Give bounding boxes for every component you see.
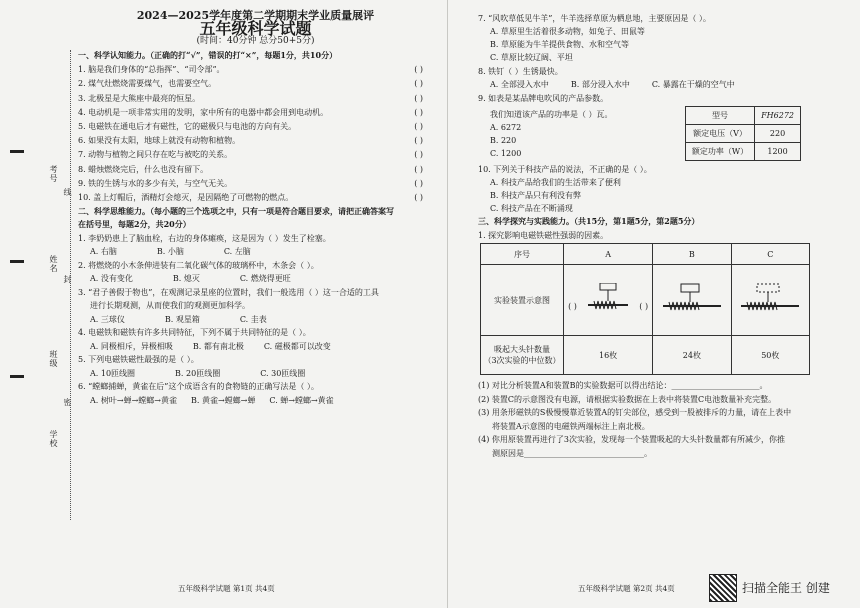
subquestion-3-cont: 将装置A示意图的电磁铁两端标注上南北极。 [492,421,650,431]
exam-title: 五年级科学试题 [199,19,312,38]
q9-left [478,106,613,161]
question-text: 8. 铁钉（ ）生锈最快。 [478,66,563,76]
label-kaohao: 考号 [49,165,58,183]
question-text: 6. “螳螂捕蝉，黄雀在后”这个成语含有的食物链的正确写法是（ ）。 [78,382,319,392]
option-a[interactable]: A. 草原里生活着很多动物，如兔子、田鼠等 [490,27,645,36]
option-c[interactable]: C. 1200 [490,149,522,158]
option-a[interactable]: A. 科技产品给我们的生活带来了便利 [490,178,621,187]
table-cell: 额定电压（V） [685,125,754,143]
section2-title-cont: 在括号里，每题2分，共20分） [78,219,191,230]
label-mi: 密 [63,398,72,407]
table-cell: 50枚 [731,336,809,375]
option-b[interactable]: B. 220 [490,136,517,145]
question-text: 10. 下列关于科技产品的说法，不正确的是（ ）。 [478,164,652,174]
table-cell: FH6272 [755,107,801,125]
electromagnet-icon [735,282,805,318]
question-text: 7. “风吹草低见牛羊”，牛羊选择草原为栖息地，主要原因是（ ）。 [478,13,711,23]
label-xingming: 姓名 [49,255,58,273]
option-c[interactable]: C. 草原比较辽阔、平坦 [490,53,573,62]
option-c[interactable]: C. 暴露在干燥的空气中 [651,80,735,89]
label-feng: 封 [63,275,72,284]
page-divider [447,0,448,608]
device-c-diagram [731,265,809,336]
page-footer-left: 五年级科学试题 第1页 共4页 [178,584,275,593]
experiment-table [480,243,810,375]
question-text: 4. 电磁铁和磁铁有许多共同特征，下列不属于共同特征的是（ ）。 [78,328,311,338]
answer-paren[interactable]: ( ) [414,150,423,160]
experiment-intro: 1. 探究影响电磁铁磁性强弱的因素。 [478,230,609,240]
options [90,314,433,325]
question-text: 1. 李奶奶患上了脑血栓，右边的身体瘫痪，这是因为（ ）发生了栓塞。 [78,233,331,243]
answer-paren[interactable]: ( ) [414,178,423,188]
table-header: 序号 [481,244,564,265]
question-text-cont: 进行长期观测，从而使我们的观测更加科学。 [90,301,250,311]
question-text: 2. 将燃烧的小木条伸进装有二氧化碳气体的玻璃杯中，木条会（ ）。 [78,260,319,270]
options [90,341,433,352]
section3-title: 三、科学探究与实践能力。（共15分，第1题5分，第2题5分） [478,216,700,226]
list-item: 5. 电磁铁在通电后才有磁性，它的磁极只与电池的方向有关。 ( ) [78,121,433,132]
scanner-watermark: 扫描全能王 创建 [742,581,830,595]
answer-paren[interactable]: ( ) [414,107,423,117]
question-text: 9. 如表是某品牌电吹风的产品参数。 [478,93,609,103]
answer-paren[interactable]: ( ) [414,164,423,174]
option-b[interactable]: B. 黄雀→螳螂→蝉 [190,395,256,405]
page-2 [478,10,823,461]
list-item: 4. 电动机是一项非常实用的发明，家中所有的电器中都会用到电动机。 ( ) [78,107,433,118]
table-cell: 实验装置示意图 [481,265,564,336]
option-b[interactable]: B. 小脑 [156,247,184,257]
options [90,246,433,257]
table-cell: 24枚 [653,336,731,375]
list-item: 10. 盖上灯帽后，酒精灯会熄灭，是因隔绝了可燃物的燃点。 ( ) [78,192,433,203]
q9-block [478,106,823,161]
option-a[interactable]: A. 全部浸入水中 [490,80,549,89]
device-b-diagram [653,265,731,336]
option-b[interactable]: B. 熄灭 [172,274,200,284]
option-b[interactable]: B. 部分浸入水中 [570,80,630,89]
registration-mark [10,375,24,378]
option-b[interactable]: B. 草原能为牛羊提供食物、水和空气等 [490,40,629,49]
table-cell: 1200 [755,143,801,161]
option-c[interactable]: C. 30匝线圈 [260,368,306,378]
option-b[interactable]: B. 都有南北极 [192,341,244,351]
table-cell: 16枚 [564,336,653,375]
option-c[interactable]: C. 蝉→螳螂→黄雀 [269,395,334,405]
option-b[interactable]: B. 科技产品只有利没有弊 [490,191,581,200]
option-c[interactable]: C. 科技产品在不断涌现 [490,204,573,213]
table-header: A [564,244,653,265]
row-label: 吸起大头针数量 [494,345,550,354]
option-a[interactable]: A. 三球仪 [90,314,125,324]
question-text: 3. “君子善假于物也”，在观测记录星座的位置时，我们一般选用（ ）这一合适的工具 [78,287,379,297]
section1-title: 一、科学认知能力。（正确的打“√”，错误的打“×”，每题1分，共10分） [78,50,338,60]
subquestion-1: (1) 对比分析装置A和装置B的实验数据可以得出结论：______________________。 [478,381,768,390]
pole-paren-left[interactable]: ( ) [568,301,577,311]
list-item: 7. 动物与植物之间只存在吃与被吃的关系。 ( ) [78,149,433,160]
table-cell: 型号 [685,107,754,125]
product-param-table [685,106,801,161]
answer-paren[interactable]: ( ) [414,65,423,75]
list-item: 1. 脑是我们身体的“总指挥”、“司令部”。 ( ) [78,64,433,75]
option-a[interactable]: A. 没有变化 [90,274,133,284]
table-cell: 额定功率（W） [685,143,754,161]
table-header: B [653,244,731,265]
subquestion-3: (3) 用条形磁铁的S极慢慢靠近装置A的钉尖部位，感受到一股被排斥的力量，请在上表中 [478,408,792,417]
options [490,79,823,90]
answer-paren[interactable]: ( ) [414,192,423,202]
answer-paren[interactable]: ( ) [414,121,423,131]
page-1 [78,10,433,408]
exam-year-title: 2024—2025学年度第二学期期末学业质量展评 [136,9,375,22]
list-item: 6. 如果没有太阳，地球上就没有动物和植物。 ( ) [78,135,433,146]
electromagnet-icon [657,282,727,318]
answer-paren[interactable]: ( ) [414,79,423,89]
page-footer-right: 五年级科学试题 第2页 共4页 [578,584,675,593]
option-a[interactable]: A. 10匝线圈 [90,368,136,378]
options [90,273,433,284]
section2-title: 二、科学思维能力。（每小题的三个选项之中，只有一项是符合题目要求，请把正确答案写 [78,206,394,217]
label-banji: 班级 [49,350,58,368]
list-item: 3. 北极星是大熊座中最亮的恒星。 ( ) [78,93,433,104]
option-a[interactable]: A. 树叶→蝉→螳螂→黄雀 [90,395,177,405]
list-item: 2. 煤气灶燃烧需要煤气，也需要空气。 ( ) [78,78,433,89]
binding-margin [0,0,78,560]
exam-time: (时间：40分钟 总分50+5分) [196,36,315,46]
pole-paren-right[interactable]: ( ) [639,301,649,311]
electromagnet-icon [586,283,630,315]
question-text-cont: 我们知道该产品的功率是（ ）瓦。 [490,109,613,119]
option-b[interactable]: B. 观星箱 [164,314,200,324]
row-label-note: （3次实验的中位数） [483,356,561,365]
options [90,395,433,406]
options [90,368,433,379]
registration-mark [10,150,24,153]
option-c[interactable]: C. 磁极都可以改变 [263,341,331,351]
option-c[interactable]: C. 圭表 [239,314,267,324]
subquestion-2: (2) 装置C的示意图没有电源，请根据实验数据在上表中将装置C电池数量补充完整。 [478,394,777,404]
list-item: 8. 蜡烛燃烧完后，什么也没有留下。 ( ) [78,164,433,175]
table-header: C [731,244,809,265]
qr-code-icon [709,574,737,602]
option-b[interactable]: B. 20匝线圈 [175,368,221,378]
subquestion-4-cont: 测原因是______________________________。 [492,448,652,458]
list-item: 9. 铁的生锈与水的多少有关，与空气无关。 ( ) [78,178,433,189]
subquestion-4: (4) 你用原装置再进行了3次实验，发现每一个装置吸起的大头针数量都有所减少，你推 [478,435,785,444]
option-c[interactable]: C. 左脑 [223,247,251,257]
table-cell [481,336,564,375]
option-a[interactable]: A. 右脑 [90,247,117,257]
option-c[interactable]: C. 燃烧得更旺 [239,274,291,284]
option-a[interactable]: A. 6272 [490,123,522,132]
label-xian: 线 [63,188,72,197]
table-cell: 220 [755,125,801,143]
answer-paren[interactable]: ( ) [414,136,423,146]
answer-paren[interactable]: ( ) [414,93,423,103]
option-a[interactable]: A. 同极相斥，异极相吸 [90,341,173,351]
section1-list [78,64,433,203]
question-text: 5. 下列电磁铁磁性最强的是（ ）。 [78,355,199,365]
device-a-diagram [564,265,653,336]
label-xuexiao: 学校 [49,430,58,448]
seal-line [70,50,71,520]
registration-mark [10,260,24,263]
